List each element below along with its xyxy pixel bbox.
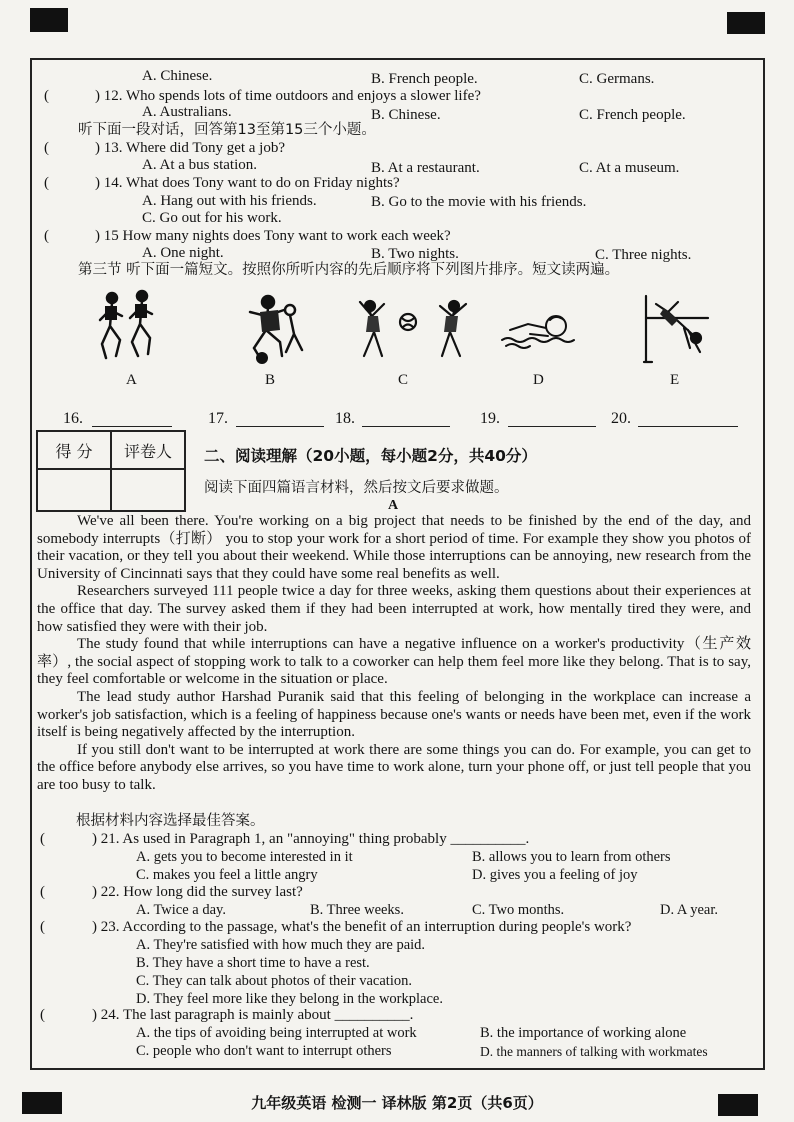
q13-paren: ( [44,140,49,156]
picture-label-a: A [126,372,137,388]
q15-stem: ) 15 How many nights does Tony want to work each week? [95,228,451,244]
passage-a [37,513,751,795]
score-box [36,430,186,512]
question-instruction: 根据材料内容选择最佳答案。 [76,813,265,829]
registration-mark-top-right [727,12,765,34]
passage-paragraph-2: Researchers surveyed 111 people twice a day for three weeks, asking them questions about their experiences at the office that day. The survey asked them if they had been interrupted at work, how mentally tired they were, and how satisfied they were with their job. [37,583,751,635]
volleyball-players-icon [350,296,474,366]
section3-instruction: 第三节 听下面一篇短文。按照你所听内容的先后顺序将下列图片排序。短文读两遍。 [78,262,620,278]
q13-option-c: C. At a museum. [579,160,680,176]
grader-cell[interactable] [111,469,185,511]
reading-section-title: 二、阅读理解（20小题，每小题2分，共40分） [204,447,537,465]
q24-stem: ) 24. The last paragraph is mainly about __________. [92,1007,414,1023]
answer-number-19: 19. [480,410,500,427]
reading-instruction: 阅读下面四篇语言材料，然后按文后要求做题。 [204,480,509,496]
q11-option-a: A. Chinese. [142,68,213,84]
q24-option-a: A. the tips of avoiding being interrupted at work [136,1025,417,1041]
answer-number-16: 16. [63,410,83,427]
q14-option-b: B. Go to the movie with his friends. [371,194,587,210]
q12-option-b: B. Chinese. [371,107,441,123]
q11-option-b: B. French people. [371,71,478,87]
answer-number-20: 20. [611,410,631,427]
q23-paren: ( [40,919,45,935]
passage-label: A [388,498,399,513]
q22-stem: ) 22. How long did the survey last? [92,884,303,900]
running-people-icon [92,288,164,364]
q14-paren: ( [44,175,49,191]
q13-stem: ) 13. Where did Tony get a job? [95,140,286,156]
q11-option-c: C. Germans. [579,71,655,87]
q15-option-b: B. Two nights. [371,246,459,262]
answer-blank-16[interactable] [92,410,172,427]
q15-option-c: C. Three nights. [595,247,692,263]
picture-label-b: B [265,372,276,388]
q24-option-c: C. people who don't want to interrupt others [136,1043,392,1059]
q24-paren: ( [40,1007,45,1023]
q21-option-d: D. gives you a feeling of joy [472,867,638,883]
q12-paren: ( [44,88,49,104]
passage-paragraph-1: We've all been there. You're working on a big project that needs to be finished by the end of the day, and somebody interrupts（打断） you to stop your work for a short period of time. For example they show you photos of their vacation, or they tell you about their weekend. While those interruptions can be annoying, new research from the University of Cincinnati says that they could have some real benefits as well. [37,513,751,582]
q21-option-a: A. gets you to become interested in it [136,849,353,865]
q12-option-a: A. Australians. [142,104,232,120]
q23-option-b: B. They have a short time to have a rest. [136,955,370,971]
registration-mark-top-left [30,8,68,32]
page-footer: 九年级英语 检测一 译林版 第2页（共6页） [251,1094,543,1112]
q15-option-a: A. One night. [142,245,224,261]
q14-option-c: C. Go out for his work. [142,210,282,226]
q23-stem: ) 23. According to the passage, what's the benefit of an interruption during people's work? [92,919,632,935]
q22-option-a: A. Twice a day. [136,902,226,918]
q21-option-b: B. allows you to learn from others [472,849,671,865]
picture-label-e: E [670,372,680,388]
q23-option-c: C. They can talk about photos of their vacation. [136,973,412,989]
answer-blank-20[interactable] [638,410,738,427]
q12-stem: ) 12. Who spends lots of time outdoors and enjoys a slower life? [95,88,481,104]
q14-stem: ) 14. What does Tony want to do on Friday nights? [95,175,400,191]
answer-number-18: 18. [335,410,355,427]
answer-blank-17[interactable] [236,410,324,427]
picture-label-c: C [398,372,409,388]
q15-paren: ( [44,228,49,244]
q13-option-b: B. At a restaurant. [371,160,480,176]
picture-label-d: D [533,372,544,388]
passage-paragraph-4: The lead study author Harshad Puranik said that this feeling of belonging in the workplace can increase a worker's job satisfaction, which is a feeling of happiness because one's wants or needs have been met, even if the work itself is being negatively affected by the interruption. [37,688,751,741]
q22-option-c: C. Two months. [472,902,565,918]
q21-stem: ) 21. As used in Paragraph 1, an "annoying" thing probably __________. [92,831,530,847]
swimmer-icon [500,306,580,356]
q21-option-c: C. makes you feel a little angry [136,867,318,883]
q21-paren: ( [40,831,45,847]
q14-option-a: A. Hang out with his friends. [142,193,317,209]
passage-paragraph-5: If you still don't want to be interrupted at work there are some things you can do. For example, you can get to the office before anybody else arrives, so you have time to work alone, turn your phone off, or just tell people that you are too busy to talk. [37,741,751,793]
grader-header: 评卷人 [111,431,185,469]
answer-blank-19[interactable] [508,410,596,427]
q22-paren: ( [40,884,45,900]
q22-option-d: D. A year. [660,902,718,918]
q24-option-b: B. the importance of working alone [480,1025,687,1041]
q12-option-c: C. French people. [579,107,686,123]
high-jump-icon [638,292,712,366]
dialog-instruction: 听下面一段对话，回答第13至第15三个小题。 [78,122,376,138]
q23-option-d: D. They feel more like they belong in the workplace. [136,991,443,1007]
score-cell[interactable] [37,469,111,511]
passage-paragraph-3: The study found that while interruptions can have a negative influence on a worker's productivity（生产效率）, the social aspect of stopping work to talk to a coworker can help them feel more like they belong. That is to say, they feel comfortable or welcome in the situation or place. [37,636,751,688]
q22-option-b: B. Three weeks. [310,902,404,918]
soccer-players-icon [240,292,310,366]
q13-option-a: A. At a bus station. [142,157,257,173]
answer-blank-18[interactable] [362,410,450,427]
q23-option-a: A. They're satisfied with how much they are paid. [136,937,426,953]
answer-number-17: 17. [208,410,228,427]
q24-option-d: D. the manners of talking with workmates [480,1044,708,1059]
score-header: 得 分 [37,431,111,469]
